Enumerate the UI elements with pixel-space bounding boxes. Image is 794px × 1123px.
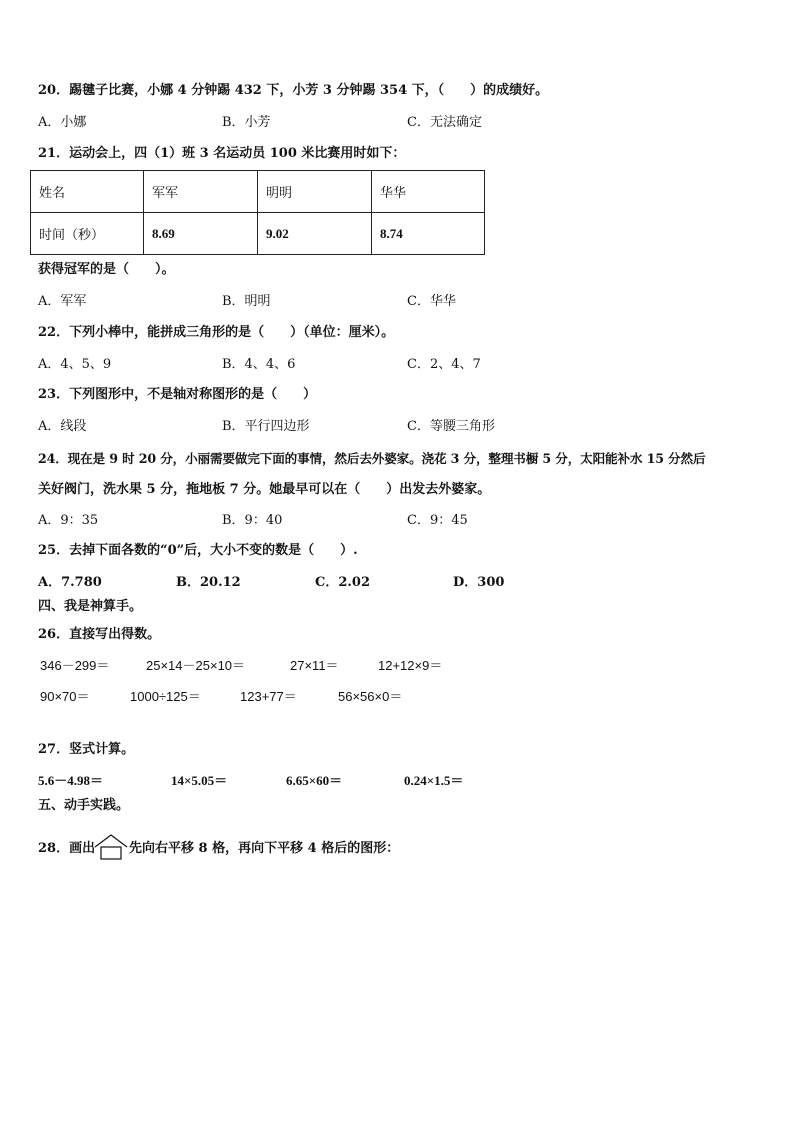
calc-item: 123+77＝: [240, 689, 297, 704]
question-28-instruction: 先向右平移 8 格，再向下平移 4 格后的图形：: [129, 841, 400, 856]
table-cell: 时间（秒）: [31, 213, 144, 255]
table-cell: 9.02: [258, 213, 372, 255]
question-24-stem-line1: 24．现在是 9 时 20 分，小丽需要做完下面的事情，然后去外婆家。浇花 3 分，整理书橱 5 分，太阳能补水 15 分然后: [38, 451, 706, 466]
question-22-option-a: A．4、5、9: [38, 357, 112, 372]
question-24-option-c: C．9：45: [407, 513, 468, 528]
question-22-option-c: C．2、4、7: [407, 357, 481, 372]
table-header-cell: 军军: [144, 171, 258, 213]
question-20-option-b: B．小芳: [222, 115, 271, 130]
calc-item: 25×14－25×10＝: [146, 658, 246, 673]
question-21-option-c: C．华华: [407, 294, 456, 309]
table-header-cell: 姓名: [31, 171, 144, 213]
question-24-option-a: A．9：35: [38, 513, 99, 528]
calc-item: 90×70＝: [40, 689, 90, 704]
question-28-prefix: 28．画出: [38, 841, 96, 856]
question-23-option-c: C．等腰三角形: [407, 419, 495, 434]
question-22-stem: 22．下列小棒中，能拼成三角形的是（ ）（单位：厘米）。: [38, 325, 395, 340]
question-23-stem: 23．下列图形中，不是轴对称图形的是（ ）: [38, 387, 317, 402]
table-header-cell: 华华: [372, 171, 485, 213]
vertical-calc-item: 0.24×1.5＝: [404, 773, 464, 788]
race-time-table: [30, 170, 485, 255]
question-21-option-a: A．军军: [38, 294, 87, 309]
question-20-option-c: C．无法确定: [407, 115, 482, 130]
question-24-option-b: B．9：40: [222, 513, 283, 528]
vertical-calc-item: 5.6－4.98＝: [38, 773, 104, 788]
table-header-cell: 明明: [258, 171, 372, 213]
calc-item: 346－299＝: [40, 658, 110, 673]
table-cell: 8.69: [144, 213, 258, 255]
question-25-stem: 25．去掉下面各数的“0”后，大小不变的数是（ ）.: [38, 543, 358, 558]
calc-item: 1000÷125＝: [130, 689, 201, 704]
table-cell: 8.74: [372, 213, 485, 255]
question-23-option-a: A．线段: [38, 419, 87, 434]
table-row: [31, 213, 485, 255]
section-4-heading: 四、我是神算手。: [38, 599, 143, 614]
question-20-option-a: A．小娜: [38, 115, 87, 130]
calc-item: 12+12×9＝: [378, 658, 443, 673]
vertical-calc-item: 14×5.05＝: [171, 773, 228, 788]
question-25-option-b: B．20.12: [176, 575, 241, 590]
question-25-option-a: A．7.780: [38, 575, 102, 590]
table-row: [31, 171, 485, 213]
question-27-stem: 27．竖式计算。: [38, 742, 135, 757]
question-21-prompt: 获得冠军的是（ ）。: [38, 262, 175, 277]
question-25-option-d: D．300: [453, 575, 505, 590]
house-shape-icon: [94, 834, 128, 860]
question-21-option-b: B．明明: [222, 294, 271, 309]
question-21-stem: 21．运动会上，四（1）班 3 名运动员 100 米比赛用时如下：: [38, 146, 406, 161]
section-5-heading: 五、动手实践。: [38, 798, 130, 813]
calc-item: 27×11＝: [290, 658, 339, 673]
question-22-option-b: B．4、4、6: [222, 357, 296, 372]
question-25-option-c: C．2.02: [315, 575, 371, 590]
question-20-stem: 20．踢毽子比赛，小娜 4 分钟踢 432 下，小芳 3 分钟踢 354 下，（ ）的成绩好。: [38, 83, 549, 98]
vertical-calc-item: 6.65×60＝: [286, 773, 343, 788]
calc-item: 56×56×0＝: [338, 689, 403, 704]
question-26-stem: 26．直接写出得数。: [38, 627, 161, 642]
question-23-option-b: B．平行四边形: [222, 419, 310, 434]
question-24-stem-line2: 关好阀门，洗水果 5 分，拖地板 7 分。她最早可以在（ ）出发去外婆家。: [38, 482, 491, 497]
